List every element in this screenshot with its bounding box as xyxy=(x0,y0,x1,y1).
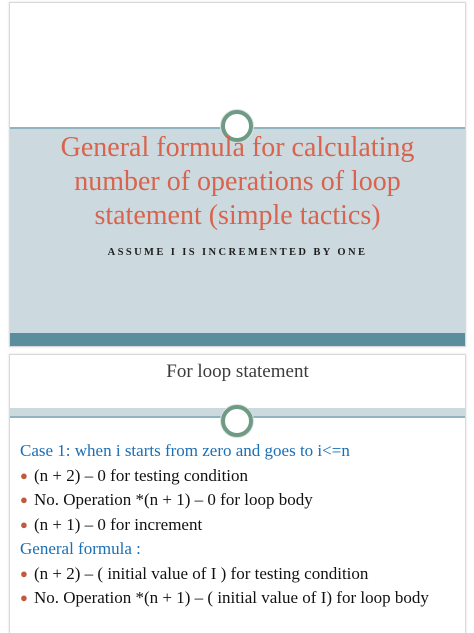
slide-title: For loop statement xyxy=(166,361,309,382)
list-item-text: No. Operation *(n + 1) – ( initial value of I) for loop body xyxy=(34,588,429,607)
slide-subtitle: ASSUME I IS INCREMENTED BY ONE xyxy=(107,247,368,258)
list-item xyxy=(20,586,457,611)
round-bullet-icon: ● xyxy=(20,467,28,483)
list-item xyxy=(20,513,457,538)
round-bullet-icon: ● xyxy=(20,565,28,581)
general-formula-heading: General formula : xyxy=(20,539,141,558)
round-bullet-icon: ● xyxy=(20,516,28,532)
list-item xyxy=(20,488,457,513)
list-item-text: (n + 1) – 0 for increment xyxy=(34,514,203,534)
list-item-text: (n + 2) – 0 for testing condition xyxy=(34,465,249,485)
case-heading: Case 1: when i starts from zero and goes to i<=n xyxy=(20,441,350,460)
list-item xyxy=(20,562,457,587)
list-item xyxy=(20,464,457,489)
round-bullet-icon: ● xyxy=(20,590,28,605)
title-slide xyxy=(9,2,466,347)
list-item-text: No. Operation *(n + 1) – 0 for loop body xyxy=(34,490,313,509)
content-slide xyxy=(9,354,466,633)
ring-ornament-icon xyxy=(221,405,253,437)
round-bullet-icon: ● xyxy=(20,492,28,507)
slide-body xyxy=(20,439,457,611)
list-item-text: (n + 2) – ( initial value of I ) for testing condition xyxy=(34,563,369,583)
slide-title: General formula for calculating number of operations of loop statement (simple tactics) xyxy=(60,132,415,231)
slide-bottom-band xyxy=(10,333,465,346)
